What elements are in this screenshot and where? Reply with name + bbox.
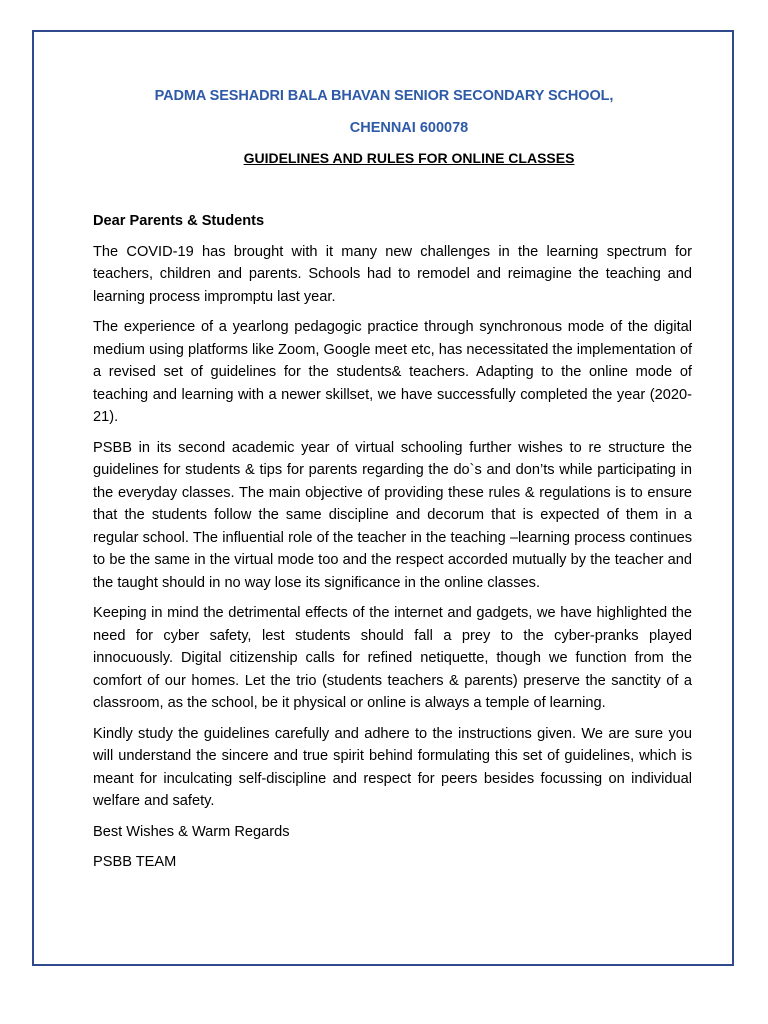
paragraph-5: Kindly study the guidelines carefully and adhere to the instructions given. We are sure you will understand the sincere and true spirit behind formulating this set of guidelines, which is meant for inculcating self-discipline and respect for peers besides focussing on individual welfare and safety. (93, 725, 692, 809)
paragraph-4: Keeping in mind the detrimental effects of the internet and gadgets, we have highlighted the need for cyber safety, lest students should fall a prey to the cyber-pranks played innocuously. Digital citizenship calls for refined netiquette, though we function from the comfort of our homes. Let the trio (students teachers & parents) preserve the sanctity of a classroom, as the school, be it physical or online is always a temple of learning. (93, 605, 692, 711)
greeting: Dear Parents & Students (93, 213, 265, 229)
letter-body (93, 210, 692, 882)
document-title: GUIDELINES AND RULES FOR ONLINE CLASSES (243, 150, 575, 166)
closing: Best Wishes & Warm Regards (93, 823, 290, 840)
paragraph-3: PSBB in its second academic year of virtual schooling further wishes to re structure the guidelines for students & tips for parents regarding the do`s and don’ts while participating in the everyday classes. The main objective of providing these rules & regulations is to ensure that the students follow the same discipline and decorum that is expected of them in a regular school. The influential role of the teacher in the teaching –learning process continues to be the same in the virtual mode too and the respect accorded mutually by the teacher and the taught should in no way lose its significance in the online classes. (93, 439, 692, 591)
signature: PSBB TEAM (93, 854, 177, 870)
school-city: CHENNAI 600078 (349, 120, 469, 136)
school-name: PADMA SESHADRI BALA BHAVAN SENIOR SECONDARY SCHOOL, (154, 88, 614, 104)
paragraph-1: The COVID-19 has brought with it many new challenges in the learning spectrum for teachers, children and parents. Schools had to remodel and reimagine the teaching and learning process impromptu last year. (93, 243, 692, 305)
paragraph-2: The experience of a yearlong pedagogic practice through synchronous mode of the digital medium using platforms like Zoom, Google meet etc, has necessitated the implementation of a revised set of guidelines for the students& teachers. Adapting to the online mode of teaching and learning with a newer skillset, we have successfully completed the year (2020-21). (93, 319, 692, 425)
